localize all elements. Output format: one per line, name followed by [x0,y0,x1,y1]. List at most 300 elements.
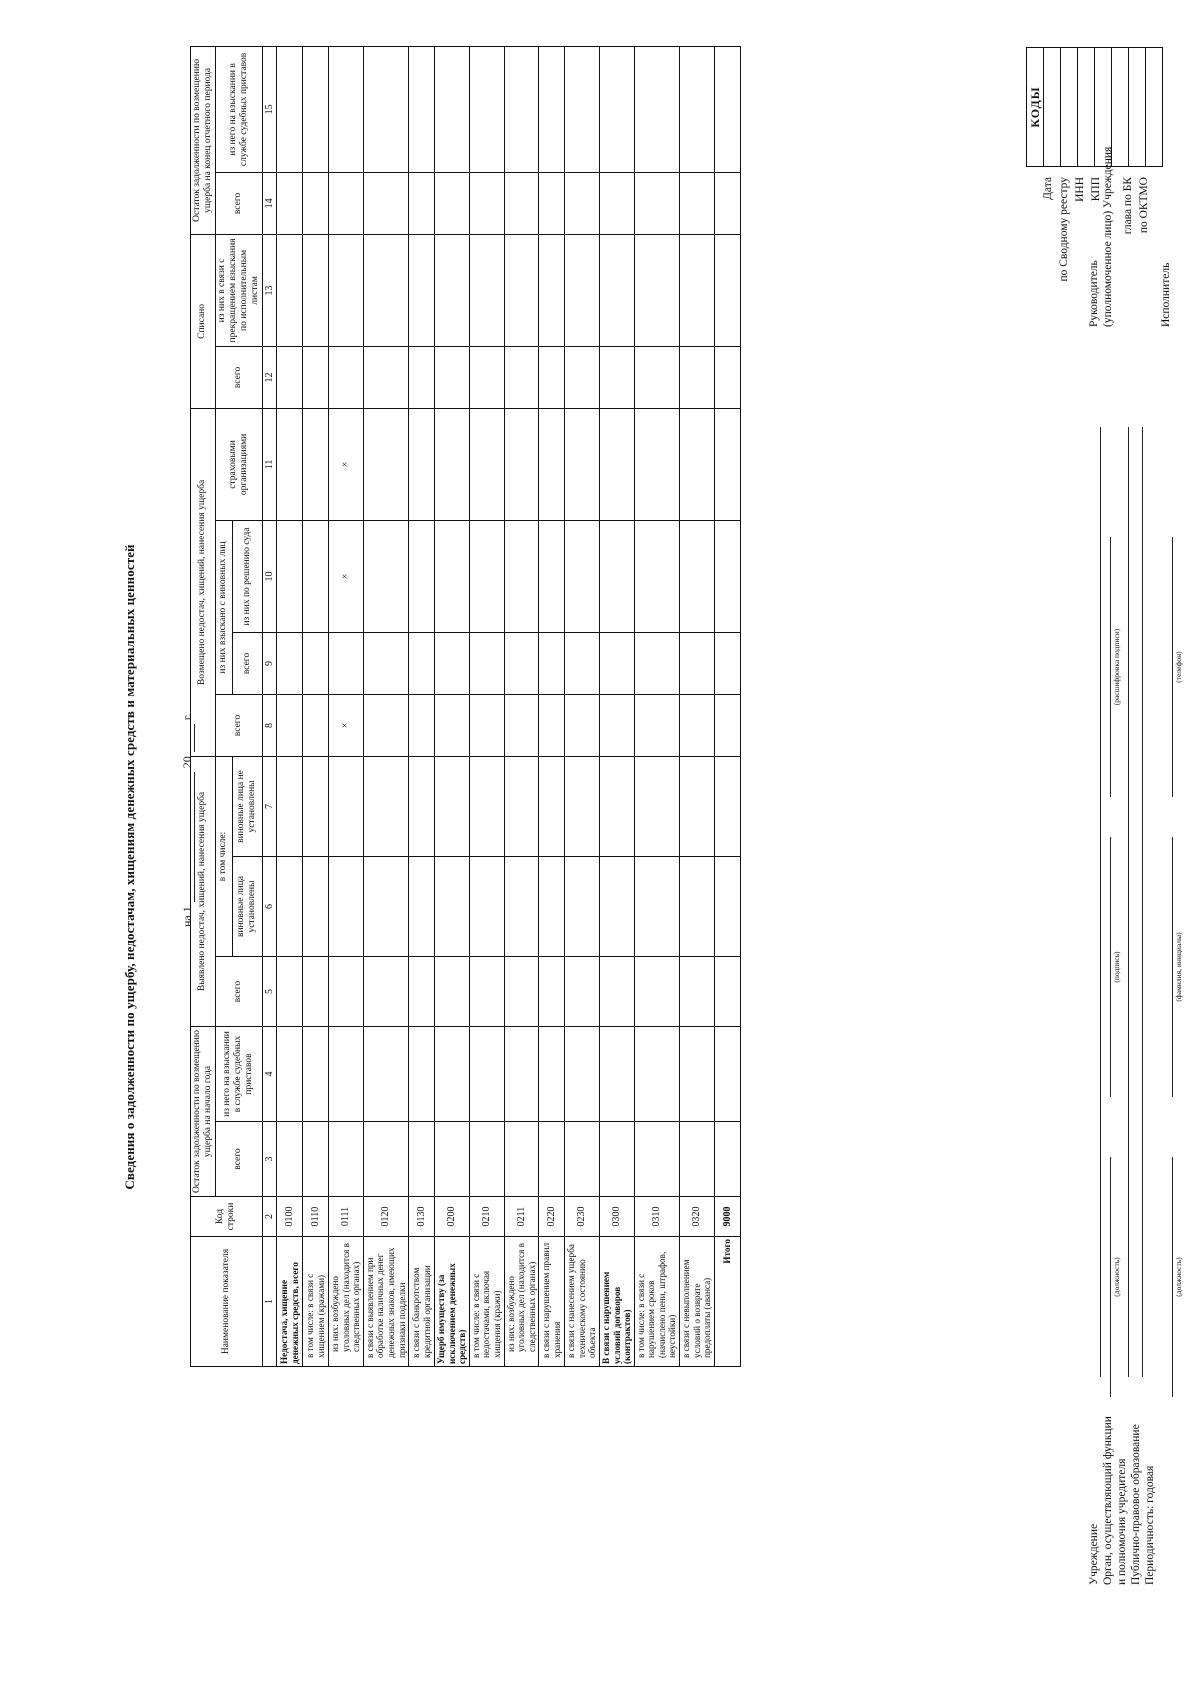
col-header-start-total: всего [215,1122,262,1197]
value-cell[interactable] [277,1122,303,1197]
value-cell[interactable] [303,857,329,957]
value-cell[interactable] [680,1122,715,1197]
row-code: 0230 [565,1197,600,1237]
row-name: В связи с нарушением условий договоров (контрактов) [600,1237,635,1367]
value-cell[interactable] [565,1027,600,1122]
table-row [504,46,539,1366]
column-number-6: 6 [262,857,277,957]
value-cell[interactable] [435,694,470,756]
value-cell[interactable] [329,172,364,234]
value-cell[interactable] [634,857,679,957]
value-cell[interactable] [409,857,435,957]
value-cell[interactable] [504,1027,539,1122]
col-header-end-total: всего [215,172,262,234]
value-cell[interactable] [469,172,504,234]
value-cell[interactable] [409,957,435,1027]
value-cell[interactable] [329,234,364,346]
col-header-court: из них по решению суда [232,520,262,632]
value-cell[interactable] [409,234,435,346]
value-cell[interactable] [680,957,715,1027]
value-cell[interactable] [565,234,600,346]
value-cell[interactable] [634,1027,679,1122]
col-header-end-bailiff: из него на взыскании в службе судебных приставов [215,46,262,172]
value-cell[interactable] [539,1027,565,1122]
value-cell[interactable] [363,1027,408,1122]
value-cell[interactable] [539,520,565,632]
value-cell[interactable] [565,957,600,1027]
table-row [363,46,408,1366]
value-cell[interactable] [504,756,539,856]
value-cell[interactable] [634,1122,679,1197]
group-header-start-balance: Остаток задолженности по возмещению ущерба на начало года [191,1027,216,1197]
value-cell[interactable] [303,694,329,756]
value-cell[interactable] [329,756,364,856]
value-cell[interactable] [565,857,600,957]
value-cell[interactable] [714,520,740,632]
value-cell[interactable] [277,346,303,408]
value-cell[interactable] [680,408,715,520]
column-number-10: 10 [262,520,277,632]
row-code: 0320 [680,1197,715,1237]
value-cell[interactable] [680,694,715,756]
value-cell[interactable] [600,694,635,756]
value-cell[interactable] [329,857,364,957]
value-cell[interactable] [435,172,470,234]
value-cell[interactable] [363,346,408,408]
value-cell[interactable] [714,694,740,756]
value-cell[interactable] [363,234,408,346]
value-cell[interactable] [539,632,565,694]
value-cell[interactable] [600,1027,635,1122]
value-cell[interactable] [504,520,539,632]
value-cell[interactable] [435,234,470,346]
value-cell[interactable] [680,857,715,957]
value-cell[interactable] [634,408,679,520]
value-cell[interactable] [303,408,329,520]
value-cell[interactable] [277,857,303,957]
value-cell[interactable] [303,756,329,856]
row-name: в связи с выявлением при обработке наличных денег денежных знаков, имеющих признаки подделки [363,1237,408,1367]
value-cell[interactable] [565,46,600,172]
value-cell[interactable] [680,756,715,856]
public-entity-line[interactable] [1142,427,1143,1377]
row-name: Недостача, хищение денежных средств, всего [277,1237,303,1367]
value-cell[interactable] [504,408,539,520]
value-cell[interactable] [539,46,565,172]
value-cell[interactable] [277,694,303,756]
value-cell[interactable] [409,172,435,234]
value-cell[interactable] [435,1122,470,1197]
code-label-oktmo: по ОКТМО [1138,177,1150,234]
value-cell[interactable] [714,857,740,957]
col-header-insurance: страховыми организациями [215,408,262,520]
row-name: в том числе: в связи с недостачами, включая хищения (кражи) [469,1237,504,1367]
value-cell[interactable] [714,957,740,1027]
executor-phone-caption: (телефон) [1174,651,1183,683]
value-cell[interactable] [680,1027,715,1122]
col-header-recovered-total: всего [215,694,262,756]
value-cell[interactable] [600,1122,635,1197]
founder-label-1: Орган, осуществляющий функции [1102,1416,1114,1585]
code-cell-registry[interactable] [1061,48,1078,167]
value-cell[interactable] [435,957,470,1027]
value-cell[interactable] [469,756,504,856]
group-header-revealed: Выявлено недостач, хищений, нанесения ущерба [191,756,216,1026]
row-name: в том числе: в связи с нарушением сроков (начислено пени, штрафов, неустойки) [634,1237,679,1367]
value-cell[interactable] [504,46,539,172]
row-code: 0210 [469,1197,504,1237]
group-header-end-balance: Остаток задолженности по возмещению ущерба на конец отчетного периода [191,46,216,234]
value-cell[interactable] [363,857,408,957]
value-cell[interactable] [363,756,408,856]
public-entity-label: Публично-правовое образование [1130,1424,1142,1585]
value-cell[interactable] [469,957,504,1027]
table-row [680,46,715,1366]
row-name: в том числе: в связи с хищением (кражами) [303,1237,329,1367]
col-header-start-bailiff: из него на взыскании в службе судебных приставов [215,1027,262,1122]
value-cell[interactable] [469,1027,504,1122]
value-cell[interactable] [504,346,539,408]
value-cell[interactable] [714,1027,740,1122]
value-cell[interactable] [409,1027,435,1122]
value-cell[interactable] [469,46,504,172]
column-number-4: 4 [262,1027,277,1122]
value-cell[interactable] [680,632,715,694]
value-cell[interactable] [409,756,435,856]
row-code: 0111 [329,1197,364,1237]
table-row [435,46,470,1366]
value-cell[interactable] [504,172,539,234]
code-label-kpp: КПП [1090,177,1102,202]
col-header-code: Код строки [191,1197,263,1237]
value-cell[interactable] [329,46,364,172]
head-position-line[interactable] [1110,1157,1111,1397]
head-signature-caption: (подпись) [1112,951,1121,983]
column-number-13: 13 [262,234,277,346]
table-row [539,46,565,1366]
value-cell[interactable] [600,957,635,1027]
executor-name-line[interactable] [1172,837,1173,1097]
value-cell[interactable] [277,172,303,234]
value-cell[interactable] [469,520,504,632]
value-cell[interactable] [680,46,715,172]
value-cell[interactable] [600,632,635,694]
row-code: 0200 [435,1197,470,1237]
value-cell[interactable] [469,1122,504,1197]
code-label-bk: глава по БК [1122,177,1134,235]
value-cell[interactable] [277,408,303,520]
value-cell[interactable] [634,756,679,856]
value-cell[interactable] [435,46,470,172]
value-cell[interactable] [409,408,435,520]
column-number-14: 14 [262,172,277,234]
value-cell[interactable] [329,632,364,694]
value-cell[interactable] [504,694,539,756]
col-header-revealed-total: всего [215,957,262,1027]
value-cell[interactable] [600,234,635,346]
value-cell[interactable] [539,756,565,856]
value-cell[interactable] [363,172,408,234]
column-number-15: 15 [262,46,277,172]
value-cell[interactable] [680,346,715,408]
row-code: 0100 [277,1197,303,1237]
value-cell[interactable] [680,234,715,346]
col-header-written-total: всего [215,346,262,408]
row-code: 0220 [539,1197,565,1237]
value-cell[interactable] [539,857,565,957]
table-row [600,46,635,1366]
value-cell[interactable] [277,756,303,856]
value-cell[interactable] [565,756,600,856]
row-name: из них: возбуждено уголовных дел (находится в следственных органах) [504,1237,539,1367]
value-cell[interactable] [504,234,539,346]
code-cell-inn[interactable] [1078,48,1095,167]
value-cell[interactable] [680,520,715,632]
value-cell[interactable] [565,346,600,408]
column-numbers-row [262,46,277,1366]
table-row [565,46,600,1366]
table-row [277,46,303,1366]
periodicity-label: Периодичность: годовая [1144,1465,1156,1585]
value-cell[interactable] [714,756,740,856]
value-cell[interactable] [363,694,408,756]
value-cell[interactable] [435,857,470,957]
value-cell[interactable] [539,234,565,346]
table-row [469,46,504,1366]
value-cell[interactable] [329,1122,364,1197]
value-cell[interactable] [714,172,740,234]
row-name: в связи с банкротством кредитной организации [409,1237,435,1367]
value-cell[interactable] [565,694,600,756]
code-cell-bk[interactable] [1129,48,1146,167]
row-code: 0110 [303,1197,329,1237]
value-cell[interactable] [565,408,600,520]
codes-table [1026,47,1163,167]
value-cell[interactable] [539,408,565,520]
group-header-written-off: Списано [191,234,216,408]
value-cell: × [329,520,364,632]
value-cell[interactable] [600,346,635,408]
value-cell[interactable] [600,520,635,632]
value-cell[interactable] [634,957,679,1027]
value-cell[interactable] [469,694,504,756]
value-cell[interactable] [714,1122,740,1197]
value-cell[interactable] [469,408,504,520]
value-cell[interactable] [539,172,565,234]
value-cell[interactable] [634,172,679,234]
value-cell[interactable] [539,957,565,1027]
value-cell[interactable] [634,346,679,408]
value-cell[interactable] [303,632,329,694]
row-name: в связи с нанесением ущерба техническому состоянию объекта [565,1237,600,1367]
row-name: из них: возбуждено уголовных дел (находится в следственных органах) [329,1237,364,1367]
value-cell[interactable] [504,857,539,957]
value-cell[interactable] [634,694,679,756]
value-cell[interactable] [539,1122,565,1197]
report-date-line: на 120г. [180,713,194,927]
value-cell[interactable] [680,172,715,234]
value-cell[interactable] [303,957,329,1027]
column-number-8: 8 [262,694,277,756]
row-name: Ущерб имуществу (за исключением денежных средств) [435,1237,470,1367]
head-decode-line[interactable] [1110,537,1111,797]
col-header-guilty-total: всего [232,632,262,694]
value-cell[interactable] [303,46,329,172]
value-cell[interactable] [277,1027,303,1122]
row-code: 0300 [600,1197,635,1237]
col-header-written-terminated: из них в связи с прекращением взыскания по исполнительным листам [215,234,262,346]
column-number-3: 3 [262,1122,277,1197]
value-cell[interactable] [363,520,408,632]
value-cell[interactable] [714,46,740,172]
value-cell[interactable] [363,408,408,520]
value-cell[interactable] [303,520,329,632]
value-cell[interactable] [714,632,740,694]
row-code: 0120 [363,1197,408,1237]
column-number-7: 7 [262,756,277,856]
code-label-registry: по Сводному реестру [1058,177,1070,282]
value-cell[interactable] [277,632,303,694]
value-cell[interactable] [303,346,329,408]
institution-line[interactable] [1100,427,1101,1377]
debt-table [190,46,741,1367]
table-row [409,46,435,1366]
code-label-date: Дата [1042,177,1054,200]
table-row [329,46,364,1366]
value-cell[interactable] [469,346,504,408]
value-cell[interactable] [634,632,679,694]
head-label-1: Руководитель [1088,260,1100,327]
value-cell[interactable] [469,857,504,957]
row-code: 0130 [409,1197,435,1237]
column-number-9: 9 [262,632,277,694]
group-header-recovered: Возмещено недостач, хищений, нанесения ущерба [191,408,216,756]
value-cell[interactable] [634,46,679,172]
value-cell[interactable] [409,1122,435,1197]
column-number-11: 11 [262,408,277,520]
code-cell-blank[interactable] [1112,48,1129,167]
value-cell: × [329,694,364,756]
value-cell[interactable] [435,1027,470,1122]
table-row [303,46,329,1366]
value-cell[interactable] [277,520,303,632]
value-cell[interactable] [435,520,470,632]
value-cell[interactable] [329,957,364,1027]
executor-position-caption: (должность) [1174,1257,1183,1297]
value-cell[interactable] [600,857,635,957]
code-cell-date[interactable] [1044,48,1061,167]
head-label-2: (уполномоченное лицо) Учреждения [1102,146,1114,327]
code-label-inn: ИНН [1074,177,1086,202]
col-header-revealed-incl: в том числе: [215,756,232,956]
executor-position-line[interactable] [1172,1157,1173,1397]
col-header-from-guilty: из них взыскано с виновных лиц [215,520,232,694]
executor-label: Исполнитель [1160,262,1172,327]
value-cell[interactable] [600,46,635,172]
head-decode-caption: (расшифровка подписи) [1112,628,1121,706]
value-cell[interactable] [565,1122,600,1197]
row-name: Итого [714,1237,740,1367]
value-cell[interactable] [303,234,329,346]
value-cell[interactable] [634,520,679,632]
row-code: 0211 [504,1197,539,1237]
institution-label: Учреждение [1088,1523,1100,1585]
column-number-12: 12 [262,346,277,408]
value-cell[interactable] [565,520,600,632]
value-cell[interactable] [277,234,303,346]
value-cell[interactable] [539,346,565,408]
col-header-name: Наименование показателя [191,1237,263,1367]
value-cell[interactable] [303,1122,329,1197]
value-cell[interactable] [504,1122,539,1197]
head-position-caption: (должность) [1112,1257,1121,1297]
row-name: в связи с нарушением правил хранения [539,1237,565,1367]
value-cell: × [329,408,364,520]
table-body [277,46,741,1366]
value-cell[interactable] [277,957,303,1027]
column-number-1: 1 [262,1237,277,1367]
value-cell[interactable] [329,1027,364,1122]
value-cell[interactable] [469,234,504,346]
value-cell[interactable] [435,632,470,694]
value-cell[interactable] [435,408,470,520]
value-cell[interactable] [363,957,408,1027]
value-cell[interactable] [600,408,635,520]
value-cell[interactable] [565,632,600,694]
value-cell[interactable] [329,346,364,408]
value-cell[interactable] [363,46,408,172]
row-code: 9000 [714,1197,740,1237]
value-cell[interactable] [714,346,740,408]
col-header-guilty-found: виновные лица установлены [232,857,262,957]
code-cell-oktmo[interactable] [1146,48,1163,167]
table-row [714,46,740,1366]
column-number-5: 5 [262,957,277,1027]
value-cell[interactable] [565,172,600,234]
value-cell[interactable] [504,632,539,694]
value-cell[interactable] [303,1027,329,1122]
table-row [634,46,679,1366]
value-cell[interactable] [277,46,303,172]
value-cell[interactable] [409,346,435,408]
value-cell[interactable] [435,756,470,856]
value-cell[interactable] [409,46,435,172]
value-cell[interactable] [714,234,740,346]
value-cell[interactable] [634,234,679,346]
value-cell[interactable] [539,694,565,756]
report-title: Сведения о задолженности по ущербу, недостачам, хищениям денежных средств и материальных ценностей [122,544,137,1190]
value-cell[interactable] [363,632,408,694]
row-name: в связи с невыполнением условий о возврате предоплаты (аванса) [680,1237,715,1367]
value-cell[interactable] [600,756,635,856]
executor-phone-line[interactable] [1172,537,1173,797]
head-signature-line[interactable] [1110,837,1111,1097]
value-cell[interactable] [435,346,470,408]
value-cell[interactable] [409,520,435,632]
value-cell[interactable] [469,632,504,694]
executor-name-caption: (фамилия, инициалы) [1174,932,1183,1002]
value-cell[interactable] [504,957,539,1027]
value-cell[interactable] [600,172,635,234]
value-cell[interactable] [409,632,435,694]
value-cell[interactable] [303,172,329,234]
col-header-guilty-not-found: виновные лица не установлены [232,756,262,856]
column-number-2: 2 [262,1197,277,1237]
founder-line[interactable] [1128,427,1129,1377]
value-cell[interactable] [363,1122,408,1197]
value-cell[interactable] [409,694,435,756]
value-cell[interactable] [714,408,740,520]
